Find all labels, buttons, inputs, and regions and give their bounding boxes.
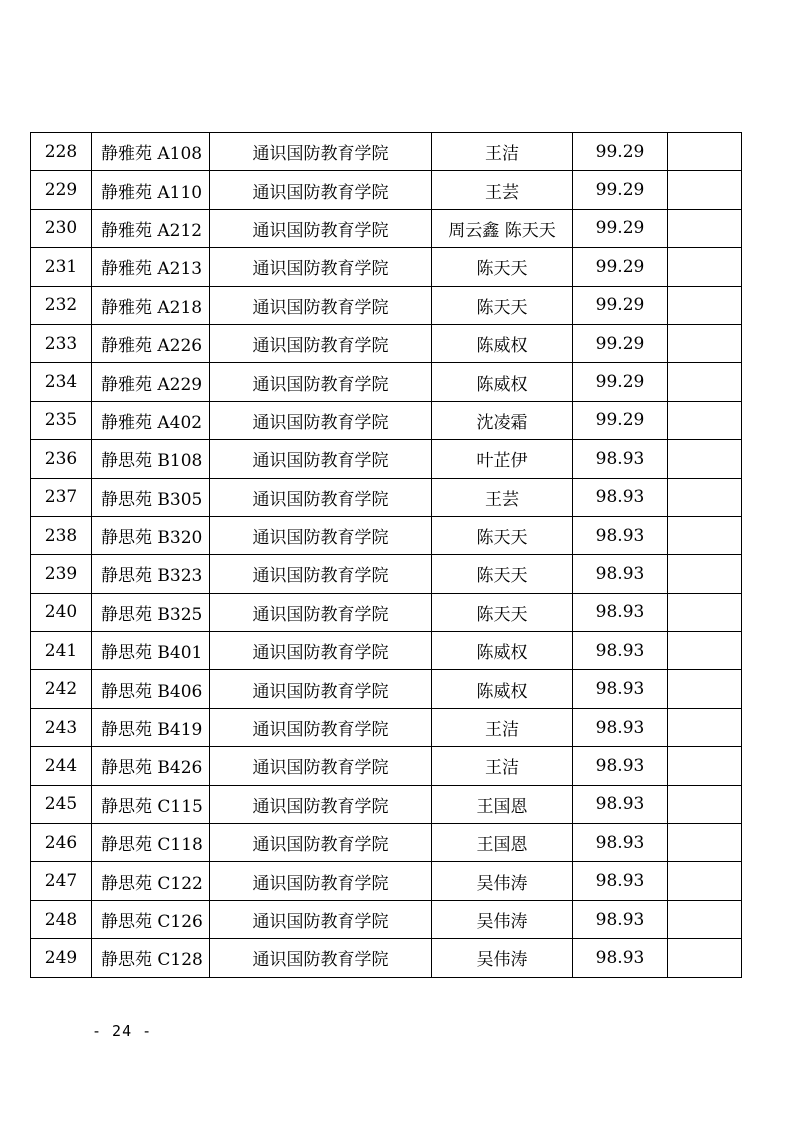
cell-name: 吴伟涛 [432,900,573,938]
cell-number: 230 [31,209,92,247]
cell-note [668,209,742,247]
cell-dorm-room: 静雅苑 A212 [92,209,210,247]
cell-score: 98.93 [573,555,668,593]
cell-score: 99.29 [573,171,668,209]
cell-number: 234 [31,363,92,401]
cell-dorm-room: 静雅苑 A226 [92,324,210,362]
cell-name: 叶芷伊 [432,440,573,478]
cell-note [668,516,742,554]
cell-dorm-room: 静思苑 B305 [92,478,210,516]
cell-number: 228 [31,133,92,171]
cell-college: 通识国防教育学院 [210,593,432,631]
cell-note [668,862,742,900]
cell-number: 247 [31,862,92,900]
cell-score: 98.93 [573,632,668,670]
cell-number: 239 [31,555,92,593]
table-row [31,862,742,900]
cell-college: 通识国防教育学院 [210,248,432,286]
table-row [31,478,742,516]
cell-score: 99.29 [573,324,668,362]
cell-name: 沈凌霜 [432,401,573,439]
cell-dorm-room: 静雅苑 A229 [92,363,210,401]
cell-college: 通识国防教育学院 [210,286,432,324]
cell-dorm-room: 静雅苑 A213 [92,248,210,286]
cell-score: 98.93 [573,593,668,631]
cell-number: 238 [31,516,92,554]
cell-dorm-room: 静思苑 B401 [92,632,210,670]
cell-name: 王国恩 [432,785,573,823]
cell-note [668,478,742,516]
cell-college: 通识国防教育学院 [210,555,432,593]
cell-name: 陈天天 [432,286,573,324]
cell-note [668,785,742,823]
cell-note [668,171,742,209]
cell-score: 99.29 [573,209,668,247]
cell-number: 246 [31,824,92,862]
cell-name: 陈威权 [432,324,573,362]
cell-college: 通识国防教育学院 [210,440,432,478]
cell-college: 通识国防教育学院 [210,785,432,823]
cell-college: 通识国防教育学院 [210,670,432,708]
cell-name: 陈天天 [432,593,573,631]
cell-college: 通识国防教育学院 [210,478,432,516]
table-row [31,708,742,746]
cell-college: 通识国防教育学院 [210,747,432,785]
table-row [31,670,742,708]
cell-college: 通识国防教育学院 [210,324,432,362]
cell-number: 241 [31,632,92,670]
cell-score: 98.93 [573,939,668,977]
cell-college: 通识国防教育学院 [210,862,432,900]
cell-college: 通识国防教育学院 [210,824,432,862]
cell-note [668,248,742,286]
cell-note [668,670,742,708]
cell-dorm-room: 静思苑 B426 [92,747,210,785]
cell-number: 237 [31,478,92,516]
cell-score: 98.93 [573,785,668,823]
table-row [31,900,742,938]
cell-number: 242 [31,670,92,708]
cell-score: 99.29 [573,248,668,286]
cell-dorm-room: 静思苑 C118 [92,824,210,862]
cell-college: 通识国防教育学院 [210,401,432,439]
cell-score: 99.29 [573,363,668,401]
cell-name: 陈天天 [432,248,573,286]
cell-college: 通识国防教育学院 [210,632,432,670]
cell-number: 233 [31,324,92,362]
cell-note [668,440,742,478]
cell-number: 236 [31,440,92,478]
cell-score: 98.93 [573,478,668,516]
cell-number: 245 [31,785,92,823]
cell-name: 王洁 [432,747,573,785]
cell-note [668,900,742,938]
table-row [31,785,742,823]
cell-college: 通识国防教育学院 [210,900,432,938]
cell-score: 99.29 [573,286,668,324]
cell-score: 98.93 [573,440,668,478]
cell-name: 王洁 [432,133,573,171]
cell-name: 周云鑫 陈天天 [432,209,573,247]
cell-number: 243 [31,708,92,746]
cell-name: 吴伟涛 [432,862,573,900]
cell-dorm-room: 静思苑 B419 [92,708,210,746]
cell-college: 通识国防教育学院 [210,209,432,247]
table-row [31,248,742,286]
cell-college: 通识国防教育学院 [210,133,432,171]
cell-number: 235 [31,401,92,439]
cell-dorm-room: 静思苑 B325 [92,593,210,631]
cell-name: 吴伟涛 [432,939,573,977]
cell-score: 98.93 [573,747,668,785]
cell-note [668,133,742,171]
table-row [31,324,742,362]
table-row [31,440,742,478]
cell-score: 98.93 [573,516,668,554]
cell-name: 王芸 [432,171,573,209]
cell-note [668,593,742,631]
cell-name: 陈天天 [432,555,573,593]
cell-name: 王国恩 [432,824,573,862]
cell-note [668,555,742,593]
cell-dorm-room: 静雅苑 A110 [92,171,210,209]
cell-dorm-room: 静雅苑 A108 [92,133,210,171]
cell-number: 240 [31,593,92,631]
cell-name: 陈威权 [432,632,573,670]
cell-note [668,324,742,362]
cell-number: 248 [31,900,92,938]
cell-note [668,939,742,977]
cell-name: 陈威权 [432,363,573,401]
page-number: - 24 - [92,1022,153,1040]
cell-dorm-room: 静思苑 B406 [92,670,210,708]
cell-number: 229 [31,171,92,209]
cell-name: 王芸 [432,478,573,516]
cell-college: 通识国防教育学院 [210,708,432,746]
cell-college: 通识国防教育学院 [210,171,432,209]
cell-dorm-room: 静思苑 C126 [92,900,210,938]
table-row [31,363,742,401]
table-row [31,632,742,670]
cell-college: 通识国防教育学院 [210,939,432,977]
cell-note [668,286,742,324]
cell-score: 98.93 [573,862,668,900]
cell-name: 王洁 [432,708,573,746]
dormitory-score-table [30,132,742,978]
cell-score: 98.93 [573,670,668,708]
cell-name: 陈天天 [432,516,573,554]
cell-score: 98.93 [573,824,668,862]
table-row [31,209,742,247]
cell-number: 231 [31,248,92,286]
cell-dorm-room: 静思苑 C122 [92,862,210,900]
cell-note [668,824,742,862]
cell-score: 99.29 [573,133,668,171]
table-row [31,555,742,593]
cell-college: 通识国防教育学院 [210,363,432,401]
cell-dorm-room: 静思苑 C128 [92,939,210,977]
cell-note [668,747,742,785]
cell-dorm-room: 静思苑 B320 [92,516,210,554]
cell-dorm-room: 静思苑 C115 [92,785,210,823]
cell-dorm-room: 静雅苑 A402 [92,401,210,439]
table-body [31,133,742,978]
cell-note [668,632,742,670]
cell-score: 99.29 [573,401,668,439]
table-row [31,593,742,631]
table-row [31,939,742,977]
cell-name: 陈威权 [432,670,573,708]
cell-number: 232 [31,286,92,324]
table-row [31,286,742,324]
table-row [31,171,742,209]
cell-score: 98.93 [573,708,668,746]
cell-dorm-room: 静雅苑 A218 [92,286,210,324]
cell-note [668,363,742,401]
cell-dorm-room: 静思苑 B108 [92,440,210,478]
cell-note [668,708,742,746]
table-row [31,516,742,554]
cell-note [668,401,742,439]
table-row [31,747,742,785]
table-row [31,401,742,439]
cell-college: 通识国防教育学院 [210,516,432,554]
cell-number: 244 [31,747,92,785]
cell-score: 98.93 [573,900,668,938]
cell-number: 249 [31,939,92,977]
table-row [31,133,742,171]
cell-dorm-room: 静思苑 B323 [92,555,210,593]
table-row [31,824,742,862]
